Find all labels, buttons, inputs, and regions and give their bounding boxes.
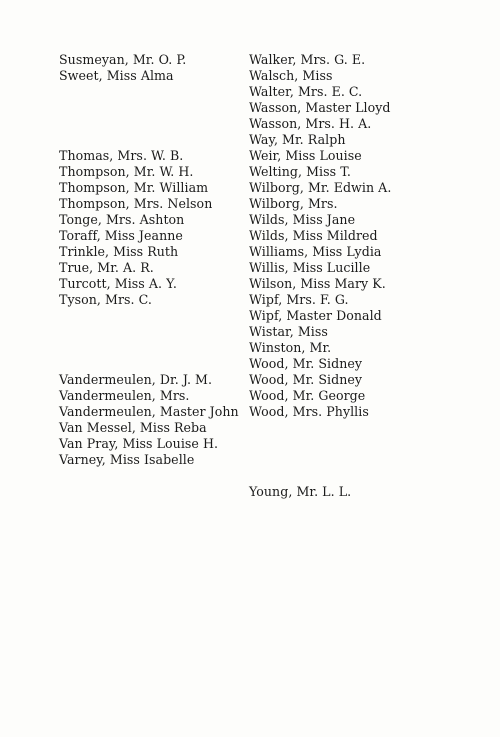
spacer: [59, 340, 244, 356]
passenger-entry: Wood, Mr. Sidney: [249, 372, 363, 387]
passenger-entry: Wilborg, Mrs.: [249, 196, 338, 211]
passenger-entry: Vandermeulen, Dr. J. M.: [59, 372, 213, 387]
spacer: [249, 436, 469, 452]
spacer: [59, 132, 244, 148]
passenger-entry: Wilborg, Mr. Edwin A.: [249, 180, 392, 195]
passenger-entry: Wilds, Miss Jane: [249, 212, 356, 227]
passenger-entry: Willis, Miss Lucille: [249, 260, 371, 275]
spacer: [59, 356, 244, 372]
passenger-entry: Varney, Miss Isabelle: [59, 452, 195, 467]
passenger-list-left-column: [59, 52, 244, 468]
spacer: [59, 84, 244, 100]
passenger-entry: Wood, Mrs. Phyllis: [249, 404, 369, 419]
passenger-entry: Thompson, Mr. William: [59, 180, 209, 195]
passenger-entry: Sweet, Miss Alma: [59, 68, 174, 83]
passenger-entry: Thompson, Mrs. Nelson: [59, 196, 213, 211]
spacer: [59, 116, 244, 132]
passenger-entry: Way, Mr. Ralph: [249, 132, 346, 147]
passenger-entry: Wilds, Miss Mildred: [249, 228, 378, 243]
spacer: [249, 468, 469, 484]
spacer: [249, 420, 469, 436]
spacer: [249, 452, 469, 468]
passenger-entry: Weir, Miss Louise: [249, 148, 362, 163]
passenger-entry: Wipf, Master Donald: [249, 308, 382, 323]
passenger-entry: Welting, Miss T.: [249, 164, 351, 179]
spacer: [59, 324, 244, 340]
passenger-entry: True, Mr. A. R.: [59, 260, 154, 275]
passenger-entry: Wasson, Mrs. H. A.: [249, 116, 372, 131]
passenger-entry: Wood, Mr. George: [249, 388, 366, 403]
passenger-entry: Thomas, Mrs. W. B.: [59, 148, 184, 163]
passenger-entry: Vandermeulen, Master John: [59, 404, 239, 419]
passenger-entry: Walker, Mrs. G. E.: [249, 52, 366, 67]
passenger-entry: Wipf, Mrs. F. G.: [249, 292, 349, 307]
spacer: [59, 100, 244, 116]
passenger-entry: Wasson, Master Lloyd: [249, 100, 391, 115]
passenger-entry: Wood, Mr. Sidney: [249, 356, 363, 371]
passenger-entry: Tyson, Mrs. C.: [59, 292, 152, 307]
passenger-entry: Vandermeulen, Mrs.: [59, 388, 190, 403]
passenger-entry: Wilson, Miss Mary K.: [249, 276, 386, 291]
passenger-entry: Wistar, Miss: [249, 324, 328, 339]
passenger-entry: Turcott, Miss A. Y.: [59, 276, 177, 291]
passenger-entry: Tonge, Mrs. Ashton: [59, 212, 185, 227]
passenger-entry: Thompson, Mr. W. H.: [59, 164, 194, 179]
passenger-entry: Van Pray, Miss Louise H.: [59, 436, 219, 451]
spacer: [59, 308, 244, 324]
passenger-entry: Trinkle, Miss Ruth: [59, 244, 179, 259]
passenger-list-right-column: [249, 52, 469, 500]
passenger-entry: Young, Mr. L. L.: [249, 484, 352, 499]
passenger-entry: Winston, Mr.: [249, 340, 332, 355]
passenger-entry: Susmeyan, Mr. O. P.: [59, 52, 187, 67]
passenger-entry: Toraff, Miss Jeanne: [59, 228, 183, 243]
passenger-entry: Walter, Mrs. E. C.: [249, 84, 363, 99]
passenger-entry: Walsch, Miss: [249, 68, 333, 83]
passenger-entry: Van Messel, Miss Reba: [59, 420, 207, 435]
passenger-entry: Williams, Miss Lydia: [249, 244, 382, 259]
